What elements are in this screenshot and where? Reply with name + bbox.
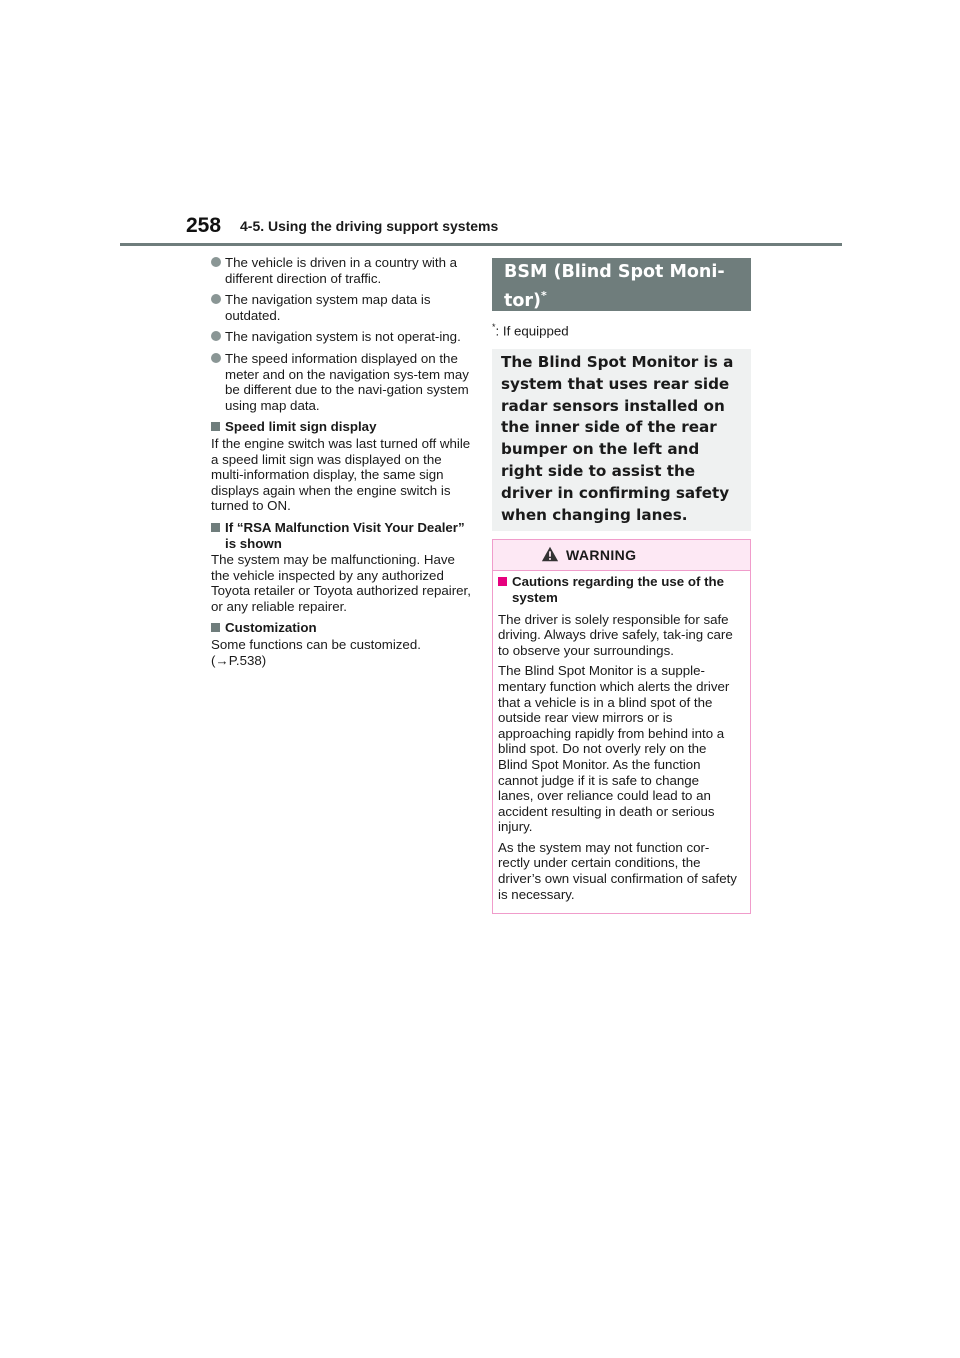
warning-paragraph: The driver is solely responsible for safe driving. Always drive safely, tak-ing care to observe your surroundings. bbox=[498, 611, 733, 658]
warning-paragraph: The Blind Spot Monitor is a supple-mentary function which alerts the driver that a vehicle is in a blind spot of the outside rear view mirrors or is approaching rapidly from behind into a blind spot. Do not overly rely on the Blind Spot Monitor. As the function cannot judge if it is safe to change lanes, over reliance could lead to an accident resulting in death or serious injury. bbox=[498, 663, 730, 835]
list-item: The navigation system is not operat-ing. bbox=[211, 329, 471, 345]
customization-heading: Customization bbox=[211, 620, 471, 636]
list-item: The speed information displayed on the meter and on the navigation sys-tem may be different due to the navi-gation system using map data. bbox=[211, 351, 471, 413]
warning-triangle-icon bbox=[541, 545, 559, 563]
section-title: 4-5. Using the driving support systems bbox=[240, 218, 499, 234]
speed-limit-text: If the engine switch was last turned off while a speed limit sign was displayed on the multi-information display, the same sign displays again when the engine switch is turned to ON. bbox=[211, 435, 471, 514]
list-item: The navigation system map data is outdated. bbox=[211, 292, 471, 323]
left-column bbox=[211, 255, 471, 674]
square-bullet-icon bbox=[211, 523, 220, 532]
page-number: 258 bbox=[186, 214, 222, 237]
warning-header bbox=[493, 540, 750, 571]
customization-text: Some functions can be customized. (→P.538) bbox=[211, 637, 421, 668]
list-item: The vehicle is driven in a country with a different direction of traffic. bbox=[211, 255, 471, 286]
bsm-section-title: BSM (Blind Spot Moni-tor)* bbox=[492, 258, 751, 311]
right-column bbox=[492, 258, 751, 914]
warning-subtitle: Cautions regarding the use of the system bbox=[498, 574, 738, 605]
bullet-icon bbox=[211, 353, 221, 363]
footnote-marker: * bbox=[541, 289, 547, 302]
equipment-footnote: *: If equipped bbox=[492, 322, 569, 339]
warning-body bbox=[493, 571, 750, 913]
speed-limit-heading: Speed limit sign display bbox=[211, 419, 471, 435]
warning-box bbox=[492, 539, 751, 914]
bsm-intro: The Blind Spot Monitor is a system that uses rear side radar sensors installed on the inner side of the rear bumper on the left and right side to assist the driver in confirming safety when changing lanes. bbox=[492, 349, 751, 531]
square-bullet-icon bbox=[211, 623, 220, 632]
bullet-icon bbox=[211, 257, 221, 267]
square-bullet-icon bbox=[211, 422, 220, 431]
square-bullet-icon bbox=[498, 577, 507, 586]
rsa-text: The system may be malfunctioning. Have the vehicle inspected by any authorized Toyota retailer or Toyota authorized repairer, or any reliable repairer. bbox=[211, 552, 471, 614]
bullet-icon bbox=[211, 331, 221, 341]
header-rule bbox=[120, 243, 842, 246]
warning-title: WARNING bbox=[566, 547, 637, 564]
warning-paragraph: As the system may not function cor-rectly under certain conditions, the driver’s own visual confirmation of safety is necessary. bbox=[498, 839, 737, 902]
bullet-icon bbox=[211, 294, 221, 304]
rsa-heading: If “RSA Malfunction Visit Your Dealer” is shown bbox=[211, 520, 471, 551]
